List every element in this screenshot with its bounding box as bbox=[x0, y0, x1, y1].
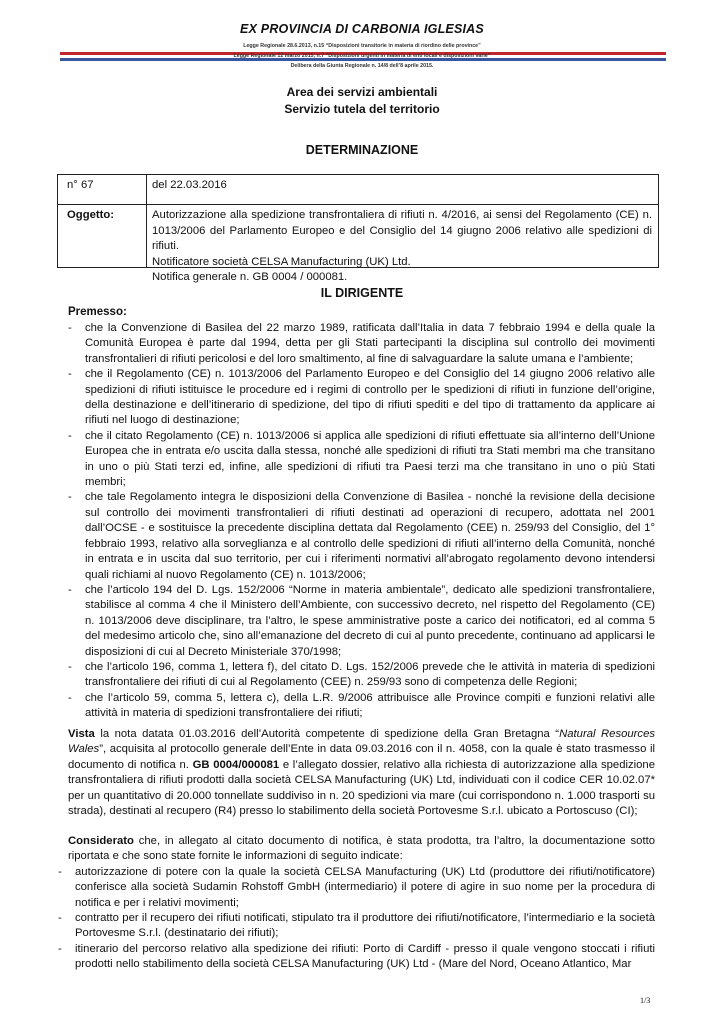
list-item: - che il citato Regolamento (CE) n. 1013/2006 si applica alle spedizioni di rifiuti effettuate sia all’interno dell’Unione Europea che in entrata e/o uscita dalla stessa, nonché alle spedizioni di rifiuti tra Stati membri ma che transitano in uno o più Stati terzi ed, infine, alle spedizioni di rifiuti tra Paesi terzi ma che transitano in uno o più Stati membri; bbox=[68, 429, 655, 489]
table-divider bbox=[146, 175, 147, 204]
table-divider bbox=[146, 205, 147, 267]
header-law-line-1: Legge Regionale 28.6.2013, n.15 “Disposizioni transitorie in materia di riordino delle province” bbox=[243, 43, 481, 49]
premesso-list bbox=[68, 321, 655, 722]
area-name: Area dei servizi ambientali bbox=[286, 85, 438, 99]
dash-marker: - bbox=[68, 660, 72, 673]
vista-paragraph: Vista la nota datata 01.03.2016 dell’Autorità competente di spedizione della Gran Bretagna “Natural Resources Wales”, acquisita al protocollo generale dell’Ente in data 09.03.2016 con il n. 4058, con la quale è stato trasmesso il documento di notifica n. GB 0004/000081 e l’allegato dossier, relativo alla richiesta di autorizzazione alla spedizione transfrontaliera di rifiuti prodotti dalla società CELSA Manufacturing (UK) Ltd, individuati con il codice CER 10.02.07* per un quantitativo di 20.000 tonnellate suddiviso in n. 20 spedizioni via mare (cui corrispondono n. 1.000 trasporti su strada), destinati al recupero (R4) presso lo stabilimento della società Portovesme S.r.l. ubicato a Portoscuso (CI); bbox=[68, 728, 655, 818]
vista-paragraph-block bbox=[68, 727, 655, 819]
number-date-row bbox=[57, 174, 659, 205]
header-title: EX PROVINCIA DI CARBONIA IGLESIAS bbox=[240, 22, 484, 36]
dash-marker: - bbox=[68, 691, 72, 704]
premesso-label: Premesso: bbox=[68, 306, 127, 318]
list-item: - che l’articolo 196, comma 1, lettera f), del citato D. Lgs. 152/2006 prevede che le attività in materia di spedizioni transfrontaliere dei rifiuti di cui al Regolamento (CEE) n. 259/93 sono di competenza delle Regioni; bbox=[68, 660, 655, 689]
vista-label: Vista bbox=[68, 728, 95, 740]
dash-marker: - bbox=[58, 912, 62, 925]
dash-marker: - bbox=[68, 322, 72, 334]
list-item: - autorizzazione di potere con la quale la società CELSA Manufacturing (UK) Ltd (produttore dei rifiuti/notificatore) conferisce alla società Sudamin Rohstoff GmbH (intermediario) il potere di agire in suo nome per la procedura di notifica e per i relativi movimenti; bbox=[58, 865, 655, 909]
list-item: - che l’articolo 194 del D. Lgs. 152/2006 “Norme in materia ambientale”, dedicato alle spedizioni transfrontaliere, stabilisce al comma 4 che il Ministero dell’Ambiente, con successivo decreto, nel rispetto del Regolamento (CE) n. 1013/2006 deve disciplinare, tra l’altro, le spese amministrative poste a carico dei notificatori, ed al comma 5 del medesimo articolo che, sino all’emanazione del decreto di cui al punto precedente, continuano ad applicarsi le disposizioni di cui al Decreto Ministeriale 370/1998; bbox=[68, 583, 655, 658]
list-item: - che tale Regolamento integra le disposizioni della Convenzione di Basilea - nonché la revisione della decisione sul controllo dei movimenti transfrontalieri di rifiuti destinati ad operazioni di recupero, adottata nel 2001 dall’OCSE - e sostituisce la precedente disciplina dettata dal Regolamento (CEE) n. 259/93 del Consiglio, del 1° febbraio 1993, relativo alla sorveglianza e al controllo delle spedizioni di rifiuti all’interno della Comunità, nonché in entrata e in uscita dal suo territorio, per cui i riferimenti normativi all’abrogato regolamento devono intendersi quali richiami al nuovo Regolamento (CE) n. 1013/2006; bbox=[68, 491, 655, 581]
list-item: - che il Regolamento (CE) n. 1013/2006 del Parlamento Europeo e del Consiglio del 14 giugno 2006 relativo alle spedizioni di rifiuti istituisce le procedure ed i regimi di controllo per le spedizioni di rifiuti in funzione dell’origine, della destinazione e dell’itinerario di spedizione, del tipo di rifiuti spediti e del tipo di trattamento da applicare ai rifiuti nel luogo di destinazione; bbox=[68, 368, 655, 427]
subject-notification: Notifica generale n. GB 0004 / 000081. bbox=[152, 271, 348, 283]
subject-label: Oggetto: bbox=[67, 209, 115, 221]
header-law-line-2: Legge Regionale 12 marzo 2015, n.7 “Disposizioni urgenti in materia di enti locali e disposizioni varie” bbox=[233, 53, 491, 59]
subject-content bbox=[152, 208, 652, 286]
considerato-list bbox=[58, 865, 655, 973]
notification-code: GB 0004/000081 bbox=[192, 758, 280, 771]
header-law-line-3: Delibera della Giunta Regionale n. 14/8 dell’8 aprile 2015. bbox=[290, 63, 434, 69]
dash-marker: - bbox=[68, 491, 72, 504]
considerato-label: Considerato bbox=[68, 835, 134, 847]
section-title-dirigente: IL DIRIGENTE bbox=[320, 286, 404, 300]
subject-row bbox=[57, 204, 659, 283]
list-item: - che la Convenzione di Basilea del 22 marzo 1989, ratificata dall’Italia in data 7 febbraio 1994 e della quale la Comunità Europea è parte dal 1994, detta per gli Stati partecipanti la disciplina sul controllo dei movimenti transfrontalieri di rifiuti pericolosi e del loro smaltimento, al fine di salvaguardare la salute umana e l’ambiente; bbox=[68, 322, 655, 365]
document-number: n° 67 bbox=[67, 179, 94, 191]
dash-marker: - bbox=[58, 865, 62, 878]
subject-notifier: Notificatore società CELSA Manufacturing (UK) Ltd. bbox=[152, 255, 411, 268]
list-item: - che l’articolo 59, comma 5, lettera c), della L.R. 9/2006 attribuisce alle Province compiti e funzioni relativi alle attività in materia di spedizioni transfrontaliere dei rifiuti; bbox=[68, 691, 655, 720]
premesso-list-block bbox=[68, 321, 655, 722]
list-item: - itinerario del percorso relativo alla spedizione dei rifiuti: Porto di Cardiff - presso il quale vengono stoccati i rifiuti prodotti nello stabilimento della società CELSA Manufacturing (UK) Ltd - (Mare del Nord, Oceano Atlantico, Mar bbox=[58, 942, 655, 971]
area-block bbox=[0, 84, 724, 118]
authority-name: Natural Resources Wales bbox=[68, 728, 655, 756]
document-type: DETERMINAZIONE bbox=[305, 143, 419, 157]
dash-marker: - bbox=[68, 583, 72, 596]
service-name: Servizio tutela del territorio bbox=[284, 102, 440, 116]
dash-marker: - bbox=[68, 429, 72, 442]
dash-marker: - bbox=[58, 942, 62, 955]
document-date: del 22.03.2016 bbox=[152, 179, 227, 191]
page-number: 1/3 bbox=[640, 996, 651, 1005]
list-item: - contratto per il recupero dei rifiuti notificati, stipulato tra il produttore dei rifiuti/notificatore, l’intermediario e la società Portovesme S.r.l. (destinatario dei rifiuti); bbox=[58, 912, 655, 940]
considerato-block bbox=[58, 834, 655, 973]
subject-text: Autorizzazione alla spedizione transfrontaliera di rifiuti n. 4/2016, ai sensi del Regolamento (CE) n. 1013/2006 del Parlamento Europeo e del Consiglio del 14 giugno 2006 relativo alle spedizioni di rifiuti. bbox=[152, 209, 652, 252]
considerato-paragraph: Considerato che, in allegato al citato documento di notifica, è stata prodotta, tra l’altro, la documentazione sotto riportata e che sono state fornite le informazioni di seguito indicate: bbox=[68, 835, 655, 863]
dash-marker: - bbox=[68, 368, 72, 381]
